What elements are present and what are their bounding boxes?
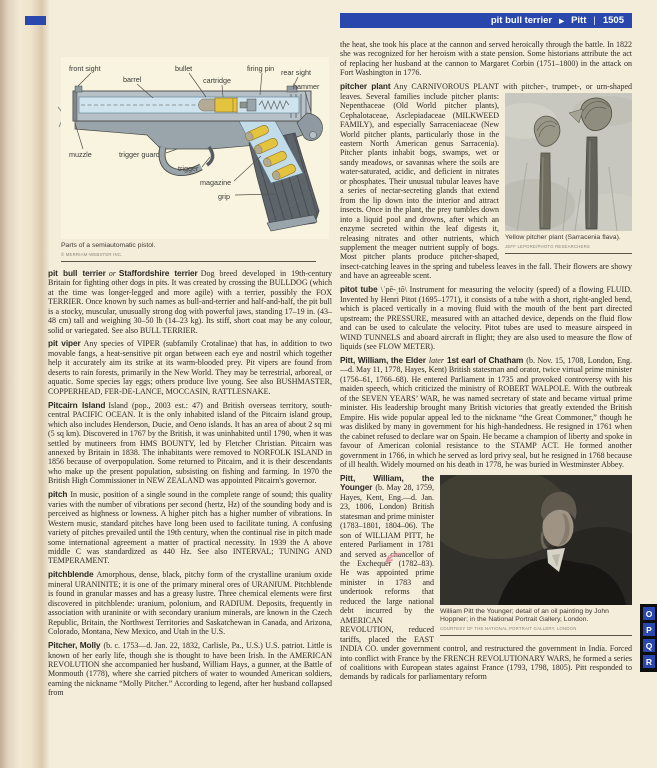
pitcher-plant-caption: Yellow pitcher plant (Sarracenia flava). <box>505 233 621 241</box>
entry-body: Dog breed developed in 19th-century Britain for fighting other dogs in pits. It was created by crossing the BULLDOG (which at the time was longer-legged and more agile) with a terrier, possibly the FOX TERRIER. Once known by such names as bull-and-terrier and half-and-half, the pit bull is a stocky, muscular, unusually strong dog with powerful jaws, standing 17–19 in. (43–48 cm) tall and weighing 30–50 lb (14–23 kg). Its stiff, short coat may be any colour, solid or variegated. See also BULL TERRIER. <box>48 268 332 335</box>
label-bullet: bullet <box>175 64 193 73</box>
running-head <box>340 13 632 28</box>
entry-term: Pitt, William, the Younger <box>340 472 434 493</box>
entry-connector: later <box>428 356 444 365</box>
label-rear-sight: rear sight <box>281 68 311 77</box>
entry-pitt-the-elder <box>340 356 632 469</box>
entry-pit-viper <box>48 339 332 396</box>
entry-pitt-the-younger-block <box>340 474 632 682</box>
letter-tab-r: R <box>643 655 655 668</box>
entry-term-alt: 1st earl of Chatham <box>446 355 524 365</box>
entry-body: \ˈpē-ˌtō\ Instrument for measuring the velocity (speed) of a flowing FLUID. Invented by Henri Pitot (1695–1771), it consists of a tube with a short, right-angled bend, which is placed vertically in a moving fluid with the mouth of the bent part directed upstream; the PRESSURE, measured with an attached device, depends on the fluid flow and can be used to calculate the velocity. Pitot tubes are used to measure airspeed in WIND TUNNELS and aboard aircraft in flight; they are also used to measure the flow of liquids (see FLOW METER). <box>340 285 632 352</box>
label-barrel: barrel <box>123 75 142 84</box>
pitt-portrait-photo <box>440 475 632 605</box>
label-muzzle: muzzle <box>69 150 92 159</box>
pistol-diagram <box>61 57 329 239</box>
entry-connector: or <box>108 268 116 278</box>
continuation-paragraph: the heat, she took his place at the cannon and served heroically through the battle. In 1822 she was recognized for her heroism with a state pension. Some historians attribute the act of replacing her husband at the cannon to Margaret Corbin (1751–1800) in the attack on Fort Washington in 1776. <box>340 40 632 78</box>
label-trigger-guard: trigger guard <box>119 150 160 159</box>
entry-pit-bull-terrier <box>48 269 332 335</box>
pistol-figure <box>48 57 332 262</box>
right-column <box>340 40 632 686</box>
running-head-end: Pitt <box>571 15 587 26</box>
entry-body: (b. c. 1753—d. Jan. 22, 1832, Carlisle, Pa., U.S.) U.S. patriot. Little is known of her early life, though she is thought to have been Irish. In the AMERICAN REVOLUTION she accompanied her husband, William Hays, a gunner, at the Battle of Monmouth (1778), where she carried pitchers of water to wounded American soldiers, earning the nickname “Molly Pitcher.” According to legend, after her husband collapsed from <box>48 641 332 698</box>
diagram-caption: Parts of a semiautomatic pistol. <box>61 242 156 249</box>
rule <box>440 635 632 636</box>
letter-tab-p: P <box>643 623 655 636</box>
entry-term: pitch <box>48 489 68 500</box>
firing-pin-shape <box>247 99 256 111</box>
entry-body: In music, position of a single sound in the complete range of sound; this quality varies with the number of vibrations per second (hertz, Hz) of the sounding body and is perceived as highness or lowness. A higher pitch has a higher number of vibrations. In Western music, standard pitches have long been used to facilitate tuning. A confusing variety of pitches prevailed until the 19th century, when the continual rise in pitch made some international agreement a matter of practical necessity. In 1939 the A above middle C was standardized as 440 Hz. See also INTERVAL; TUNING AND TEMPERAMENT. <box>48 490 332 566</box>
book-spine-shading <box>0 0 50 768</box>
entry-body: Island (pop., 2003 est.: 47) and British overseas territory, south-central PACIFIC OCEAN. It is the only inhabited island of the Pitcairn island group, which also includes Henderson, Ducie, and Oeno islands. It has an area of about 2 sq mi (5 sq km). Discovered in 1767 by the British, it was uninhabited until 1790, when it was settled by mutineers from HMS BOUNTY, led by Fletcher Christian. Pitcairn was annexed by Britain in 1838. The inhabitants were removed to NORFOLK ISLAND in 1856 because of overpopulation. Some returned to Pitcairn, and it is their descendants who make up the present population, subsisting on fishing and farming. In 1970 the British High Commissioner in NEW ZEALAND was appointed Pitcairn's governor. <box>48 400 332 486</box>
pitcher-plant-photo <box>505 93 632 231</box>
rule <box>505 253 632 254</box>
entry-body-lead: Any CARNIVOROUS PLANT with pitcher-, trumpet-, or urn- <box>393 82 610 92</box>
arrow-right-icon: ▶ <box>559 18 565 25</box>
entry-term: Pitcher, Molly <box>48 640 101 651</box>
running-head-start: pit bull terrier <box>490 15 553 26</box>
entry-term: pitchblende <box>48 569 94 580</box>
pitt-portrait-figure <box>440 475 632 636</box>
trigger-shape <box>207 147 213 165</box>
label-magazine: magazine <box>200 178 232 187</box>
label-hammer: hammer <box>293 82 320 91</box>
corner-blue-mark <box>25 16 46 25</box>
left-column <box>48 57 332 702</box>
separator: | <box>593 15 596 26</box>
letter-tab-q: Q <box>643 639 655 652</box>
front-sight-shape <box>75 86 82 92</box>
pitt-portrait-credit: COURTESY OF THE NATIONAL PORTRAIT GALLERY, LONDON <box>440 626 577 632</box>
entry-term-alt: Staffordshire terrier <box>118 267 198 278</box>
label-firing-pin: firing pin <box>247 64 275 73</box>
entry-term: pit viper <box>48 338 81 349</box>
entry-pitot-tube <box>340 285 632 351</box>
entry-body: (b. Nov. 15, 1708, London, Eng.—d. May 11, 1778, Hayes, Kent) British statesman and orator, twice virtual prime minister (1756–61, 1766–68). He entered Parliament in 1735 and provoked controversy with his maiden speech, which criticized the ministry of ROBERT WALPOLE. With the outbreak of the SEVEN YEARS’ WAR, he was named secretary of state and became virtual prime minister. His leadership brought many British victories that greatly extended the British Empire. His wide popular appeal led to the nickname “the Great Commoner,” though he was disliked by many in government for his high-handedness. He resigned in 1761 when the cabinet refused to declare war on Spain. He became a champion of liberty and spoke in favour of American colonial resistance to the STAMP ACT. He formed another government in 1766, in which he served as lord privy seal, but he resigned in 1768 because of ill health. Widely mourned on his death in 1778, he was buried in Westminster Abbey. <box>340 356 632 469</box>
entry-pitcairn-island <box>48 401 332 486</box>
entry-term: Pitcairn Island <box>48 399 106 410</box>
entry-term: pitcher plant <box>340 81 391 92</box>
pen-mark-pink <box>384 551 404 565</box>
entry-pitcher-molly <box>48 641 332 698</box>
cartridge-shape <box>215 98 237 112</box>
letter-tab-o: O <box>643 607 655 620</box>
entry-body: shaped leaves. Several families include pitcher plants: Nepenthaceae (Old World pitcher plants), Cephalotaceae, Asclepiadaceae (MILKWEED FAMILY), and especially Sarraceniaceae (New World pitcher plants, particularly those in the eastern North American genus Sarracenia). Pitcher plants inhabit bogs, swamps, wet or sandy meadows, or savannas where the soils are water-saturated, acidic, and deficient in nitrates or phosphates. Their unusual tubular leaves have a series of nectar-secreting glands that extend from the lip down into the interior and attract insects. Once in the plant, the prey tumbles down into a liquid pool and drowns, after which an enzyme secreted within the leaf digests it, releasing nitrates and other nutrients, which supplement the meager nutrient supply of bogs. Most pitcher plants produce pitcher-shaped, insect-catching leaves in the spring and tubeless leaves in the fall. Their flowers are showy and have an agreeable scent. <box>340 82 632 281</box>
entry-body: Amorphous, dense, black, pitchy form of the crystalline uranium oxide mineral URANINITE; it is one of the primary mineral ores of URANIUM. Pitchblende is found in granular masses and has a greasy lustre. Three chemical elements were first discovered in pitchblende: uranium, polonium, and RADIUM. Deposits, frequently in association with uraninite or with secondary uranium minerals, are known in the Czech Republic, Britain, the Northwest Territories and Saskatchewan in Canada, and Arizona, Colorado, Montana, New Mexico, and Utah in the U.S. <box>48 570 332 637</box>
entry-pitch <box>48 490 332 566</box>
entry-pitchblende <box>48 570 332 636</box>
rule <box>61 261 316 262</box>
label-trigger: trigger <box>178 164 199 173</box>
label-front-sight: front sight <box>69 64 101 73</box>
pitcher-plant-figure <box>505 93 632 254</box>
pitcher-plant-credit: JEFF LEPORE/PHOTO RESEARCHERS <box>505 243 590 249</box>
letter-tab-strip <box>640 604 657 672</box>
entry-term: pit bull terrier <box>48 267 106 278</box>
label-grip: grip <box>218 192 230 201</box>
bullet-shape <box>199 99 216 111</box>
entry-term: Pitt, William, the Elder <box>340 355 426 365</box>
entry-pitcher-plant <box>340 82 632 281</box>
diagram-credit: © MERRIAM-WEBSTER INC. <box>61 251 123 257</box>
entry-body: Any species of VIPER (subfamily Crotalinae) that has, in addition to two movable fangs, a heat-sensitive pit organ between each eye and nostril which together help it accurately aim its strike at its warm-blooded prey. Pit vipers are found from deserts to rain forests, primarily in the New World. They may be terrestrial, arboreal, or aquatic. Some species lay eggs; others produce live young. See also BUSHMASTER, COPPERHEAD, FER-DE-LANCE, MOCCASIN, RATTLESNAKE. <box>48 339 332 396</box>
entry-term: pitot tube <box>340 284 378 295</box>
pitt-portrait-caption: William Pitt the Younger; detail of an oil painting by John Hoppner; in the National Portrait Gallery, London. <box>440 607 609 624</box>
page-number: 1505 <box>602 15 624 26</box>
entry-body: (b. May 28, 1759, Hayes, Kent, Eng.—d. Jan. 23, 1806, London) British statesman and prime minister (1783–1801, 1804–06). The son of WILLIAM PITT, he entered Parliament in 1781 and served as chancellor of the Exchequer (1782–83). He was appointed prime minister in 1783 and undertook reforms that reduced the large national debt incurred by the AMERICAN REVOLUTION, reduced tariffs, placed the EAST INDIA CO. under government control, and restructured the government in India. Forced into conflict with France by the FRENCH REVOLUTIONARY WARS, he formed a series of coalitions with European states against France (1793, 1798, 1805). Pitt responded to demands by radicals for parliamentary reform <box>340 483 632 682</box>
pistol-diagram-box <box>61 57 329 239</box>
label-cartridge: cartridge <box>203 76 231 85</box>
